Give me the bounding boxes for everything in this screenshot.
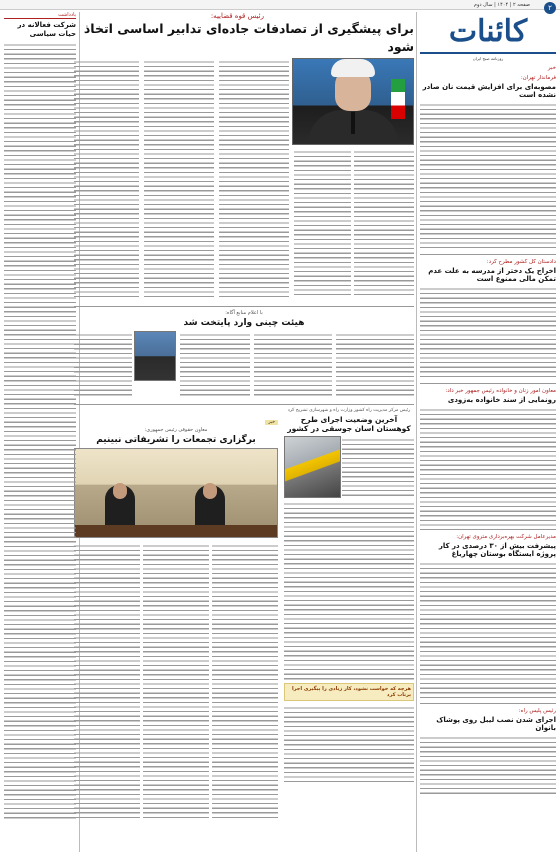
article-body [342, 436, 414, 496]
issue-meta-bar [0, 0, 560, 10]
article-body [420, 560, 556, 700]
divider [420, 254, 556, 255]
article-body [354, 148, 414, 298]
article-body [74, 331, 132, 399]
divider [420, 529, 556, 530]
divider [74, 306, 414, 307]
lead-photo [292, 58, 414, 145]
column-headline: شرکت فعالانه در حیات سیاسی [17, 21, 76, 38]
column-divider [416, 12, 417, 852]
press-photo [74, 448, 278, 538]
article-body [294, 148, 351, 298]
article-body [284, 704, 414, 784]
news-headline: اخراج یک دختر از مدرسه به علت عدم تمکن مالی ممنوع است [428, 267, 556, 283]
divider [420, 703, 556, 704]
section-tag: خبر [547, 65, 556, 71]
highlight-box [284, 683, 414, 701]
main-section [74, 12, 414, 808]
story-kicker: معاون حقوقی رئیس جمهوری: [144, 427, 208, 433]
lead-story [74, 58, 414, 303]
article-body [212, 542, 278, 820]
page-number-badge: ۲ [544, 2, 556, 14]
news-kicker: دادستان کل کشور مطرح کرد: [486, 259, 556, 265]
right-column [420, 12, 556, 794]
highlight-text: هرچه که خواست نشود، کار زیادی را پیگیری اجرا پرتاب کرد [291, 686, 411, 698]
story-block [74, 331, 414, 401]
lower-section [74, 408, 414, 808]
news-kicker: فرماندار تهران: [520, 75, 556, 81]
article-body [420, 101, 556, 251]
article-body [74, 542, 140, 820]
flag-graphic [391, 79, 405, 119]
issue-meta: صفحه ۲ | ۱۴۰۴ | سال دوم [473, 2, 530, 8]
story-text [74, 542, 278, 822]
microphone-icon [351, 112, 355, 134]
article-body [420, 406, 556, 526]
section-tag: یادداشت [4, 12, 76, 19]
news-kicker: معاون امور زنان و خانواده رئیس جمهور خبر داد: [445, 388, 556, 394]
lead-headline: برای پیشگیری از تصادفات جاده‌ای تدابیر اساسی اتخاذ شود [83, 21, 414, 54]
photo-table [75, 525, 277, 537]
news-headline: پیشرفت بیش از ۳۰ درصدی در کار پروژه ایستگاه بوستان چهارباغ [438, 542, 556, 558]
story-block [284, 408, 414, 784]
article-body [219, 58, 289, 298]
news-kicker: مدیرعامل شرکت بهره‌برداری متروی تهران: [456, 534, 556, 540]
news-headline: مصوبه‌ای برای افزایش قیمت نان صادر نشده است [422, 83, 556, 99]
story-kicker: رئیس مرکز مدیریت راه کشور وزارت راه و شهرسازی تشریح کرد [287, 408, 411, 413]
divider [420, 383, 556, 384]
accident-photo [284, 436, 341, 498]
photo-person-head [203, 483, 217, 499]
section-tag: خبر [265, 420, 278, 425]
article-body [4, 41, 76, 821]
article-body [74, 58, 139, 298]
portrait-photo [134, 331, 176, 381]
article-body [180, 331, 250, 399]
article-body [336, 331, 414, 399]
article-body [284, 500, 414, 680]
story-kicker: با اعلام منابع آگاه: [225, 310, 263, 316]
photo-figure-turban [331, 59, 375, 77]
article-body [143, 542, 209, 820]
news-headline: رونمایی از سند خانواده به‌زودی [447, 396, 556, 404]
divider [74, 404, 414, 405]
article-body [144, 58, 214, 298]
lead-kicker: رئیس قوه قضاییه: [210, 12, 264, 20]
left-column [4, 12, 76, 821]
masthead-subtitle: روزنامه صبح ایران [472, 56, 504, 61]
masthead-logo: کائنات [420, 12, 556, 54]
article-body [254, 331, 332, 399]
news-headline: اجرای شدن نصب لیبل روی پوشاک بانوان [436, 716, 556, 732]
article-body [420, 285, 556, 380]
news-kicker: رئیس پلیس راه: [518, 708, 556, 714]
story-headline: برگزاری تجمعات را تشریفاتی نبینیم [96, 435, 256, 445]
story-headline: هیئت چینی وارد پایتخت شد [183, 318, 305, 328]
article-body [420, 734, 556, 794]
story-headline: آخرین وضعیت اجرای طرح کوهستان اسان جوسقی در کشور [287, 415, 411, 433]
photo-person-head [113, 483, 127, 499]
story-block [74, 408, 278, 822]
